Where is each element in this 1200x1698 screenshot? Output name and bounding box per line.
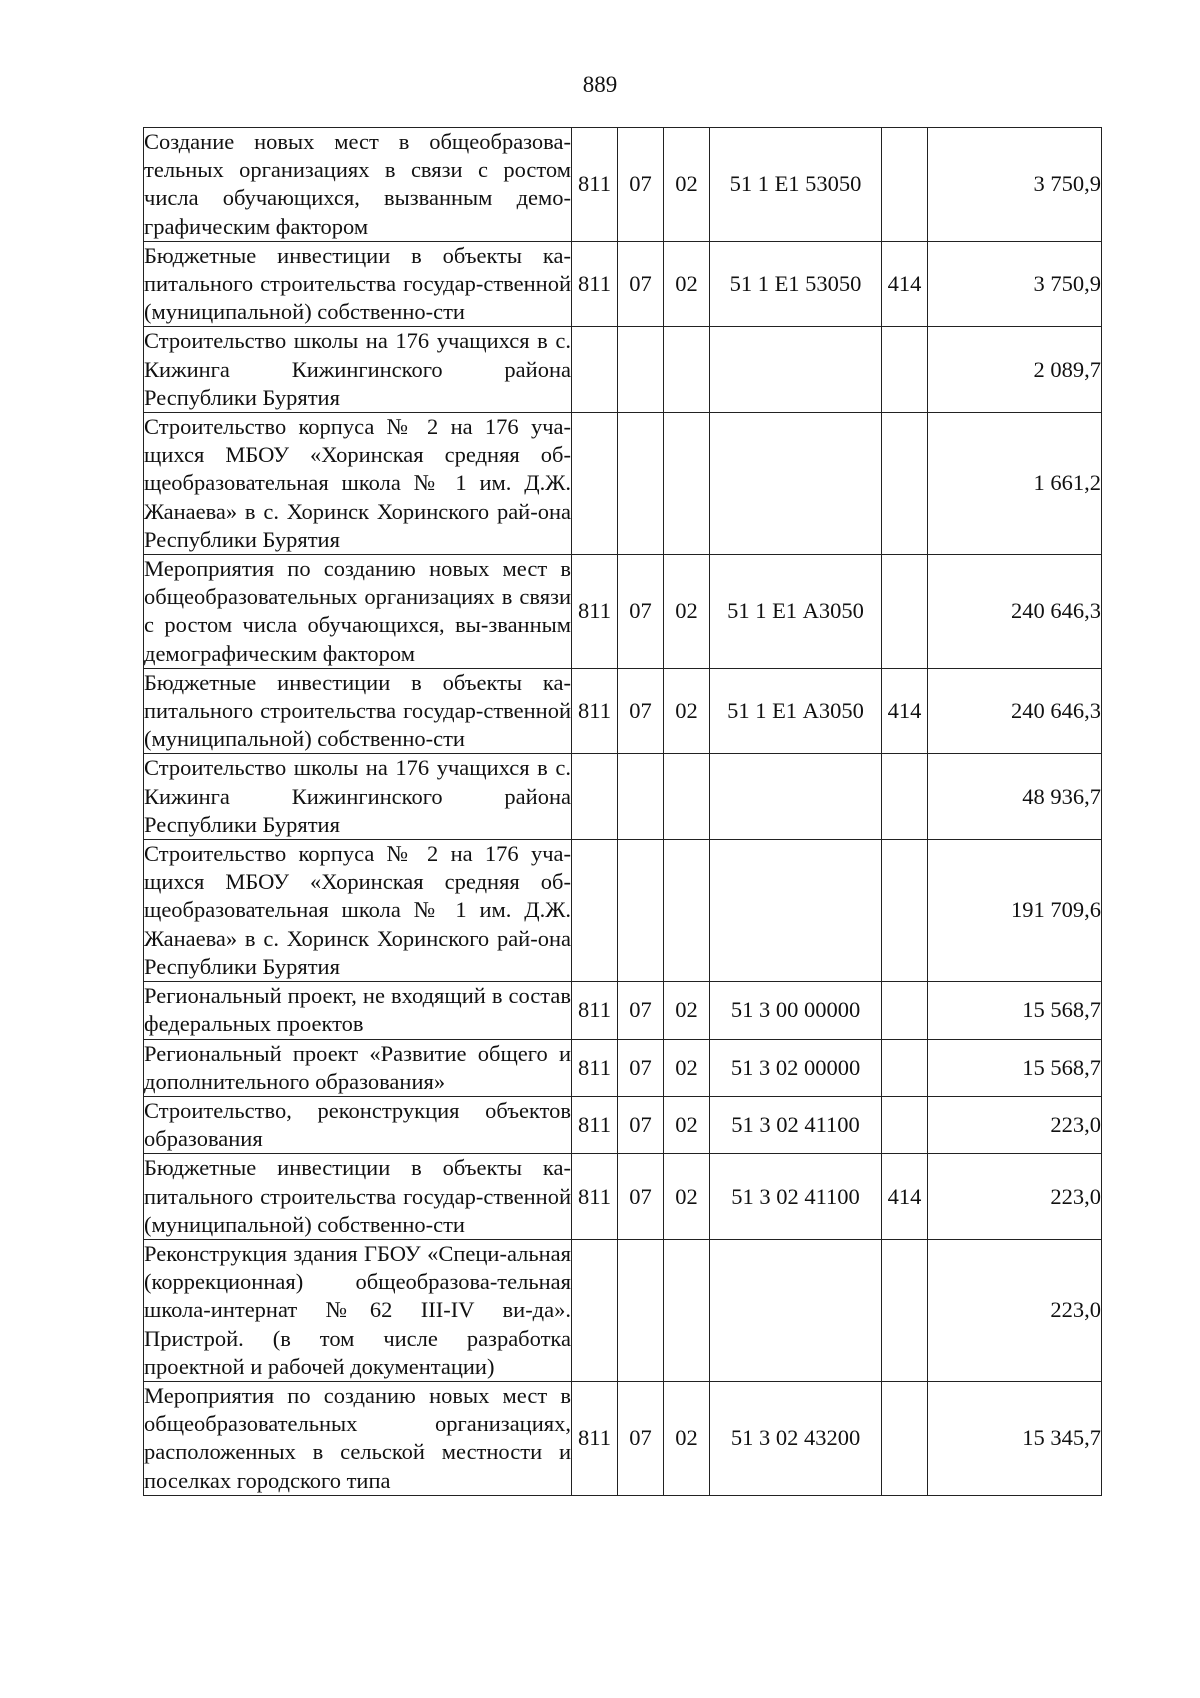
- ministry-code-cell: 811: [572, 1381, 618, 1495]
- section-code-cell: 07: [618, 241, 664, 327]
- ministry-code-cell: [572, 413, 618, 555]
- table-row: [144, 1039, 1102, 1096]
- table-row: [144, 668, 1102, 754]
- row-name-cell: Бюджетные инвестиции в объекты ка-питального строительства государ-ственной (муниципальной) собственно-сти: [144, 668, 572, 754]
- amount-cell: 240 646,3: [928, 555, 1102, 669]
- row-name-cell: Бюджетные инвестиции в объекты ка-питального строительства государ-ственной (муниципальной) собственно-сти: [144, 1154, 572, 1240]
- section-code-cell: 07: [618, 1039, 664, 1096]
- row-name-cell: Строительство, реконструкция объектов образования: [144, 1096, 572, 1153]
- row-name-cell: Региональный проект «Развитие общего и дополнительного образования»: [144, 1039, 572, 1096]
- table-row: [144, 555, 1102, 669]
- amount-cell: 48 936,7: [928, 754, 1102, 840]
- expense-type-cell: [882, 555, 928, 669]
- table-row: [144, 982, 1102, 1039]
- expense-type-cell: 414: [882, 241, 928, 327]
- target-article-cell: [710, 1239, 882, 1381]
- target-article-cell: [710, 754, 882, 840]
- page-number: 889: [582, 72, 618, 97]
- subsection-code-cell: 02: [664, 982, 710, 1039]
- row-name-cell: Строительство корпуса № 2 на 176 уча-щихся МБОУ «Хоринская средняя об-щеобразовательная школа № 1 им. Д.Ж. Жанаева» в с. Хоринск Хоринского рай-она Республики Бурятия: [144, 840, 572, 982]
- table-row: [144, 1154, 1102, 1240]
- expense-type-cell: [882, 1239, 928, 1381]
- expense-type-cell: [882, 1096, 928, 1153]
- target-article-cell: 51 1 E1 А3050: [710, 555, 882, 669]
- target-article-cell: 51 1 E1 А3050: [710, 668, 882, 754]
- table-row: [144, 241, 1102, 327]
- row-name-cell: Реконструкция здания ГБОУ «Специ-альная (коррекционная) общеобразова-тельная школа-интернат №62 III-IV ви-да». Пристрой. (в том числе разработка проектной и рабочей документации): [144, 1239, 572, 1381]
- amount-cell: 2 089,7: [928, 327, 1102, 413]
- expense-type-cell: [882, 1381, 928, 1495]
- table-row: [144, 327, 1102, 413]
- ministry-code-cell: 811: [572, 1096, 618, 1153]
- amount-cell: 3 750,9: [928, 241, 1102, 327]
- section-code-cell: 07: [618, 555, 664, 669]
- ministry-code-cell: 811: [572, 1039, 618, 1096]
- amount-cell: 15 568,7: [928, 1039, 1102, 1096]
- expense-type-cell: [882, 128, 928, 242]
- amount-cell: 15 568,7: [928, 982, 1102, 1039]
- expense-type-cell: [882, 754, 928, 840]
- target-article-cell: 51 3 02 41100: [710, 1096, 882, 1153]
- subsection-code-cell: 02: [664, 1096, 710, 1153]
- subsection-code-cell: [664, 754, 710, 840]
- ministry-code-cell: 811: [572, 128, 618, 242]
- row-name-cell: Региональный проект, не входящий в состав федеральных проектов: [144, 982, 572, 1039]
- section-code-cell: 07: [618, 1096, 664, 1153]
- row-name-cell: Бюджетные инвестиции в объекты ка-питального строительства государ-ственной (муниципальной) собственно-сти: [144, 241, 572, 327]
- row-name-cell: Создание новых мест в общеобразова-тельных организациях в связи с ростом числа обучающихся, вызванным демо-графическим фактором: [144, 128, 572, 242]
- expense-type-cell: [882, 413, 928, 555]
- target-article-cell: [710, 327, 882, 413]
- section-code-cell: [618, 754, 664, 840]
- row-name-cell: Строительство школы на 176 учащихся в с. Кижинга Кижингинского района Республики Бурятия: [144, 327, 572, 413]
- subsection-code-cell: [664, 1239, 710, 1381]
- section-code-cell: 07: [618, 1381, 664, 1495]
- section-code-cell: [618, 840, 664, 982]
- expense-type-cell: 414: [882, 1154, 928, 1240]
- table-row: [144, 128, 1102, 242]
- amount-cell: 3 750,9: [928, 128, 1102, 242]
- target-article-cell: 51 1 E1 53050: [710, 128, 882, 242]
- expense-type-cell: [882, 982, 928, 1039]
- subsection-code-cell: 02: [664, 1154, 710, 1240]
- amount-cell: 223,0: [928, 1096, 1102, 1153]
- row-name-cell: Мероприятия по созданию новых мест в общеобразовательных организациях, расположенных в сельской местности и поселках городского типа: [144, 1381, 572, 1495]
- subsection-code-cell: [664, 840, 710, 982]
- ministry-code-cell: [572, 754, 618, 840]
- ministry-code-cell: 811: [572, 668, 618, 754]
- subsection-code-cell: [664, 413, 710, 555]
- ministry-code-cell: [572, 327, 618, 413]
- section-code-cell: 07: [618, 1154, 664, 1240]
- subsection-code-cell: 02: [664, 241, 710, 327]
- amount-cell: 223,0: [928, 1239, 1102, 1381]
- row-name-cell: Строительство корпуса № 2 на 176 уча-щихся МБОУ «Хоринская средняя об-щеобразовательная школа № 1 им. Д.Ж. Жанаева» в с. Хоринск Хоринского рай-она Республики Бурятия: [144, 413, 572, 555]
- expense-type-cell: 414: [882, 668, 928, 754]
- table-row: [144, 840, 1102, 982]
- ministry-code-cell: [572, 840, 618, 982]
- amount-cell: 1 661,2: [928, 413, 1102, 555]
- amount-cell: 15 345,7: [928, 1381, 1102, 1495]
- section-code-cell: [618, 413, 664, 555]
- ministry-code-cell: 811: [572, 1154, 618, 1240]
- target-article-cell: [710, 413, 882, 555]
- target-article-cell: [710, 840, 882, 982]
- budget-table-body: [144, 128, 1102, 1496]
- subsection-code-cell: 02: [664, 668, 710, 754]
- amount-cell: 240 646,3: [928, 668, 1102, 754]
- subsection-code-cell: 02: [664, 555, 710, 669]
- expense-type-cell: [882, 327, 928, 413]
- section-code-cell: [618, 1239, 664, 1381]
- section-code-cell: 07: [618, 982, 664, 1039]
- expense-type-cell: [882, 1039, 928, 1096]
- target-article-cell: 51 3 02 43200: [710, 1381, 882, 1495]
- budget-table: [143, 127, 1102, 1496]
- table-row: [144, 754, 1102, 840]
- amount-cell: 191 709,6: [928, 840, 1102, 982]
- target-article-cell: 51 3 02 00000: [710, 1039, 882, 1096]
- row-name-cell: Мероприятия по созданию новых мест в общеобразовательных организациях в связи с ростом числа обучающихся, вы-званным демографическим фактором: [144, 555, 572, 669]
- table-row: [144, 413, 1102, 555]
- table-row: [144, 1096, 1102, 1153]
- ministry-code-cell: 811: [572, 982, 618, 1039]
- target-article-cell: 51 1 E1 53050: [710, 241, 882, 327]
- row-name-cell: Строительство школы на 176 учащихся в с. Кижинга Кижингинского района Республики Бурятия: [144, 754, 572, 840]
- subsection-code-cell: 02: [664, 1039, 710, 1096]
- section-code-cell: 07: [618, 668, 664, 754]
- subsection-code-cell: 02: [664, 1381, 710, 1495]
- ministry-code-cell: [572, 1239, 618, 1381]
- expense-type-cell: [882, 840, 928, 982]
- section-code-cell: [618, 327, 664, 413]
- target-article-cell: 51 3 00 00000: [710, 982, 882, 1039]
- ministry-code-cell: 811: [572, 555, 618, 669]
- target-article-cell: 51 3 02 41100: [710, 1154, 882, 1240]
- amount-cell: 223,0: [928, 1154, 1102, 1240]
- table-row: [144, 1239, 1102, 1381]
- subsection-code-cell: [664, 327, 710, 413]
- subsection-code-cell: 02: [664, 128, 710, 242]
- ministry-code-cell: 811: [572, 241, 618, 327]
- table-row: [144, 1381, 1102, 1495]
- section-code-cell: 07: [618, 128, 664, 242]
